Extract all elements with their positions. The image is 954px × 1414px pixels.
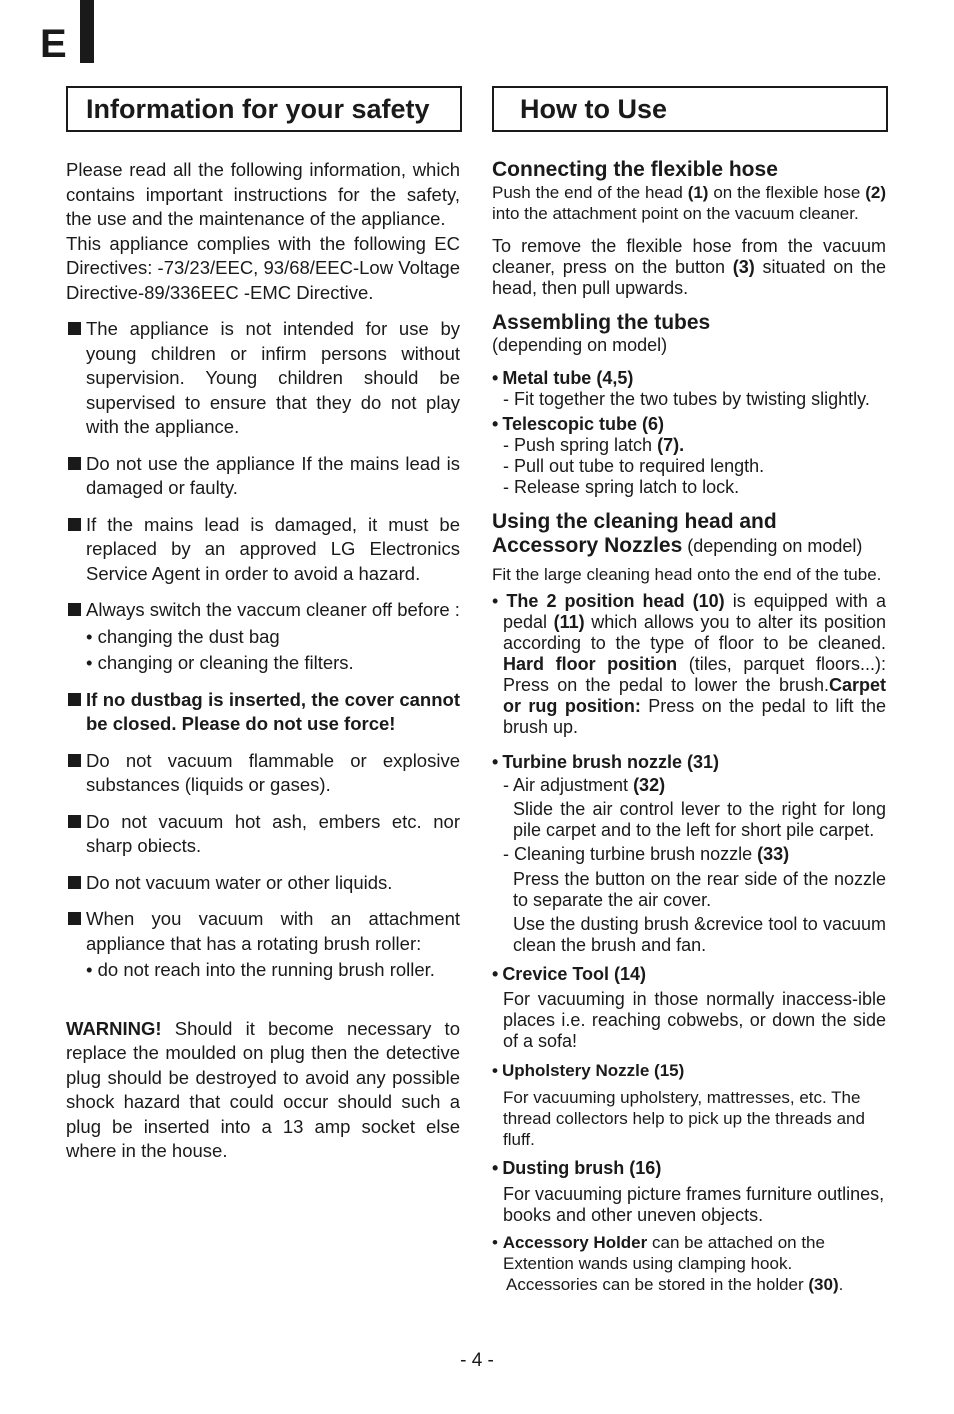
page-number: - 4 -: [460, 1350, 494, 1371]
language-tab-bar: [80, 0, 94, 63]
safety-bullet: Do not vacuum flammable or explosive substances (liquids or gases).: [66, 749, 460, 798]
how-to-use-heading: How to Use: [492, 86, 888, 132]
instruction-line: - Push spring latch (7).: [503, 435, 685, 455]
instruction-text: Press the button on the rear side of the nozzle to separate the air cover.: [513, 869, 886, 910]
instruction-text: Use the dusting brush &crevice tool to vacuum clean the brush and fan.: [513, 914, 886, 955]
instruction-text: Slide the air control lever to the right for long pile carpet and to the left for short pile carpet.: [513, 799, 886, 840]
directives-paragraph: This appliance complies with the following EC Directives: -73/23/EEC, 93/68/EEC-Low Voltage Directive-89/336EEC -EMC Directive.: [66, 232, 460, 303]
instruction-line: Fit the large cleaning head onto the end of the tube.: [492, 565, 882, 584]
safety-heading: Information for your safety: [66, 86, 462, 132]
item-title: • Crevice Tool (14): [492, 964, 647, 984]
instruction-text: For vacuuming upholstery, mattresses, etc. The thread collectors help to pick up the threads and fluff.: [503, 1088, 865, 1149]
square-bullet-icon: [68, 457, 81, 470]
section-title: Assembling the tubes: [492, 311, 711, 334]
safety-bullet: Do not vacuum hot ash, embers etc. nor sharp obiects.: [66, 810, 460, 859]
instruction-line: - Cleaning turbine brush nozzle (33): [503, 844, 790, 864]
warning-label: WARNING!: [66, 1017, 162, 1039]
item-title: • Turbine brush nozzle (31): [492, 752, 719, 772]
sub-item: • changing or cleaning the filters.: [86, 652, 354, 673]
safety-bullet: Always switch the vaccum cleaner off before : • changing the dust bag • changing or cleaning the filters.: [66, 598, 460, 676]
language-marker: E: [40, 22, 67, 66]
hose-remove-text: To remove the flexible hose from the vacuum cleaner, press on the button (3) situated on the head, then pull upwards.: [492, 236, 886, 298]
square-bullet-icon: [68, 603, 81, 616]
item-title: • Telescopic tube (6): [492, 414, 665, 434]
safety-body: [66, 158, 460, 1164]
square-bullet-icon: [68, 693, 81, 706]
warning-paragraph: WARNING! Should it become necessary to replace the moulded on plug then the detective plug should be destroyed to avoid any possible shock hazard that could occur should such a plug be inserted into a 13 amp socket else where in the house.: [66, 1017, 460, 1161]
instruction-text: For vacuuming picture frames furniture outlines, books and other uneven objects.: [503, 1184, 885, 1225]
how-to-use-column: [492, 86, 888, 1295]
section-title: Using the cleaning head and Accessory Nozzles (depending on model): [492, 510, 863, 557]
sub-item: • changing the dust bag: [86, 625, 280, 647]
intro-paragraph: Please read all the following information, which contains important instructions for the safety, the use and the maintenance of the appliance.: [66, 159, 460, 229]
two-position-head-text: • The 2 position head (10) is equipped with a pedal (11) which allows you to alter its position according to the type of floor to be cleaned. Hard floor position (tiles, parquet floors...): Press on the pedal to lower the brush.Carpet or rug position: Press on the pedal to lift the brush up.: [492, 591, 886, 737]
instruction-line: - Air adjustment (32): [503, 775, 666, 795]
safety-bullet: If no dustbag is inserted, the cover cannot be closed. Please do not use force!: [66, 688, 460, 737]
square-bullet-icon: [68, 912, 81, 925]
safety-bullet: When you vacuum with an attachment appliance that has a rotating brush roller: • do not reach into the running brush roller.: [66, 907, 460, 983]
hose-connect-text: Push the end of the head (1) on the flexible hose (2) into the attachment point on the vacuum cleaner.: [492, 183, 886, 223]
safety-column: [66, 86, 462, 1164]
sub-item: • do not reach into the running brush roller.: [86, 959, 435, 980]
safety-bullet: The appliance is not intended for use by young children or infirm persons without supervision. Young children should be supervised to ensure that they do not play with the appliance.: [66, 317, 460, 440]
item-title: • Upholstery Nozzle (15): [492, 1061, 685, 1080]
instruction-line: - Pull out tube to required length.: [503, 456, 765, 476]
safety-bullet: Do not vacuum water or other liquids.: [66, 871, 460, 896]
instruction-line: - Release spring latch to lock.: [503, 477, 740, 497]
square-bullet-icon: [68, 322, 81, 335]
safety-bullet: If the mains lead is damaged, it must be replaced by an approved LG Electronics Service Agent in order to avoid a hazard.: [66, 513, 460, 587]
square-bullet-icon: [68, 815, 81, 828]
accessory-holder-text: • Accessory Holder can be attached on the Extention wands using clamping hook. Accessories can be stored in the holder (30).: [492, 1233, 844, 1294]
section-note: (depending on model): [492, 335, 668, 355]
instruction-text: For vacuuming in those normally inaccess-ible places i.e. reaching cobwebs, or down the side of a sofa!: [503, 989, 886, 1051]
square-bullet-icon: [68, 754, 81, 767]
item-title: • Dusting brush (16): [492, 1158, 662, 1178]
how-to-use-body: [492, 158, 886, 1295]
square-bullet-icon: [68, 876, 81, 889]
instruction-line: - Fit together the two tubes by twisting slightly.: [503, 389, 870, 409]
safety-bullet: Do not use the appliance If the mains lead is damaged or faulty.: [66, 452, 460, 501]
item-title: • Metal tube (4,5): [492, 368, 634, 388]
section-title: Connecting the flexible hose: [492, 158, 778, 181]
square-bullet-icon: [68, 518, 81, 531]
